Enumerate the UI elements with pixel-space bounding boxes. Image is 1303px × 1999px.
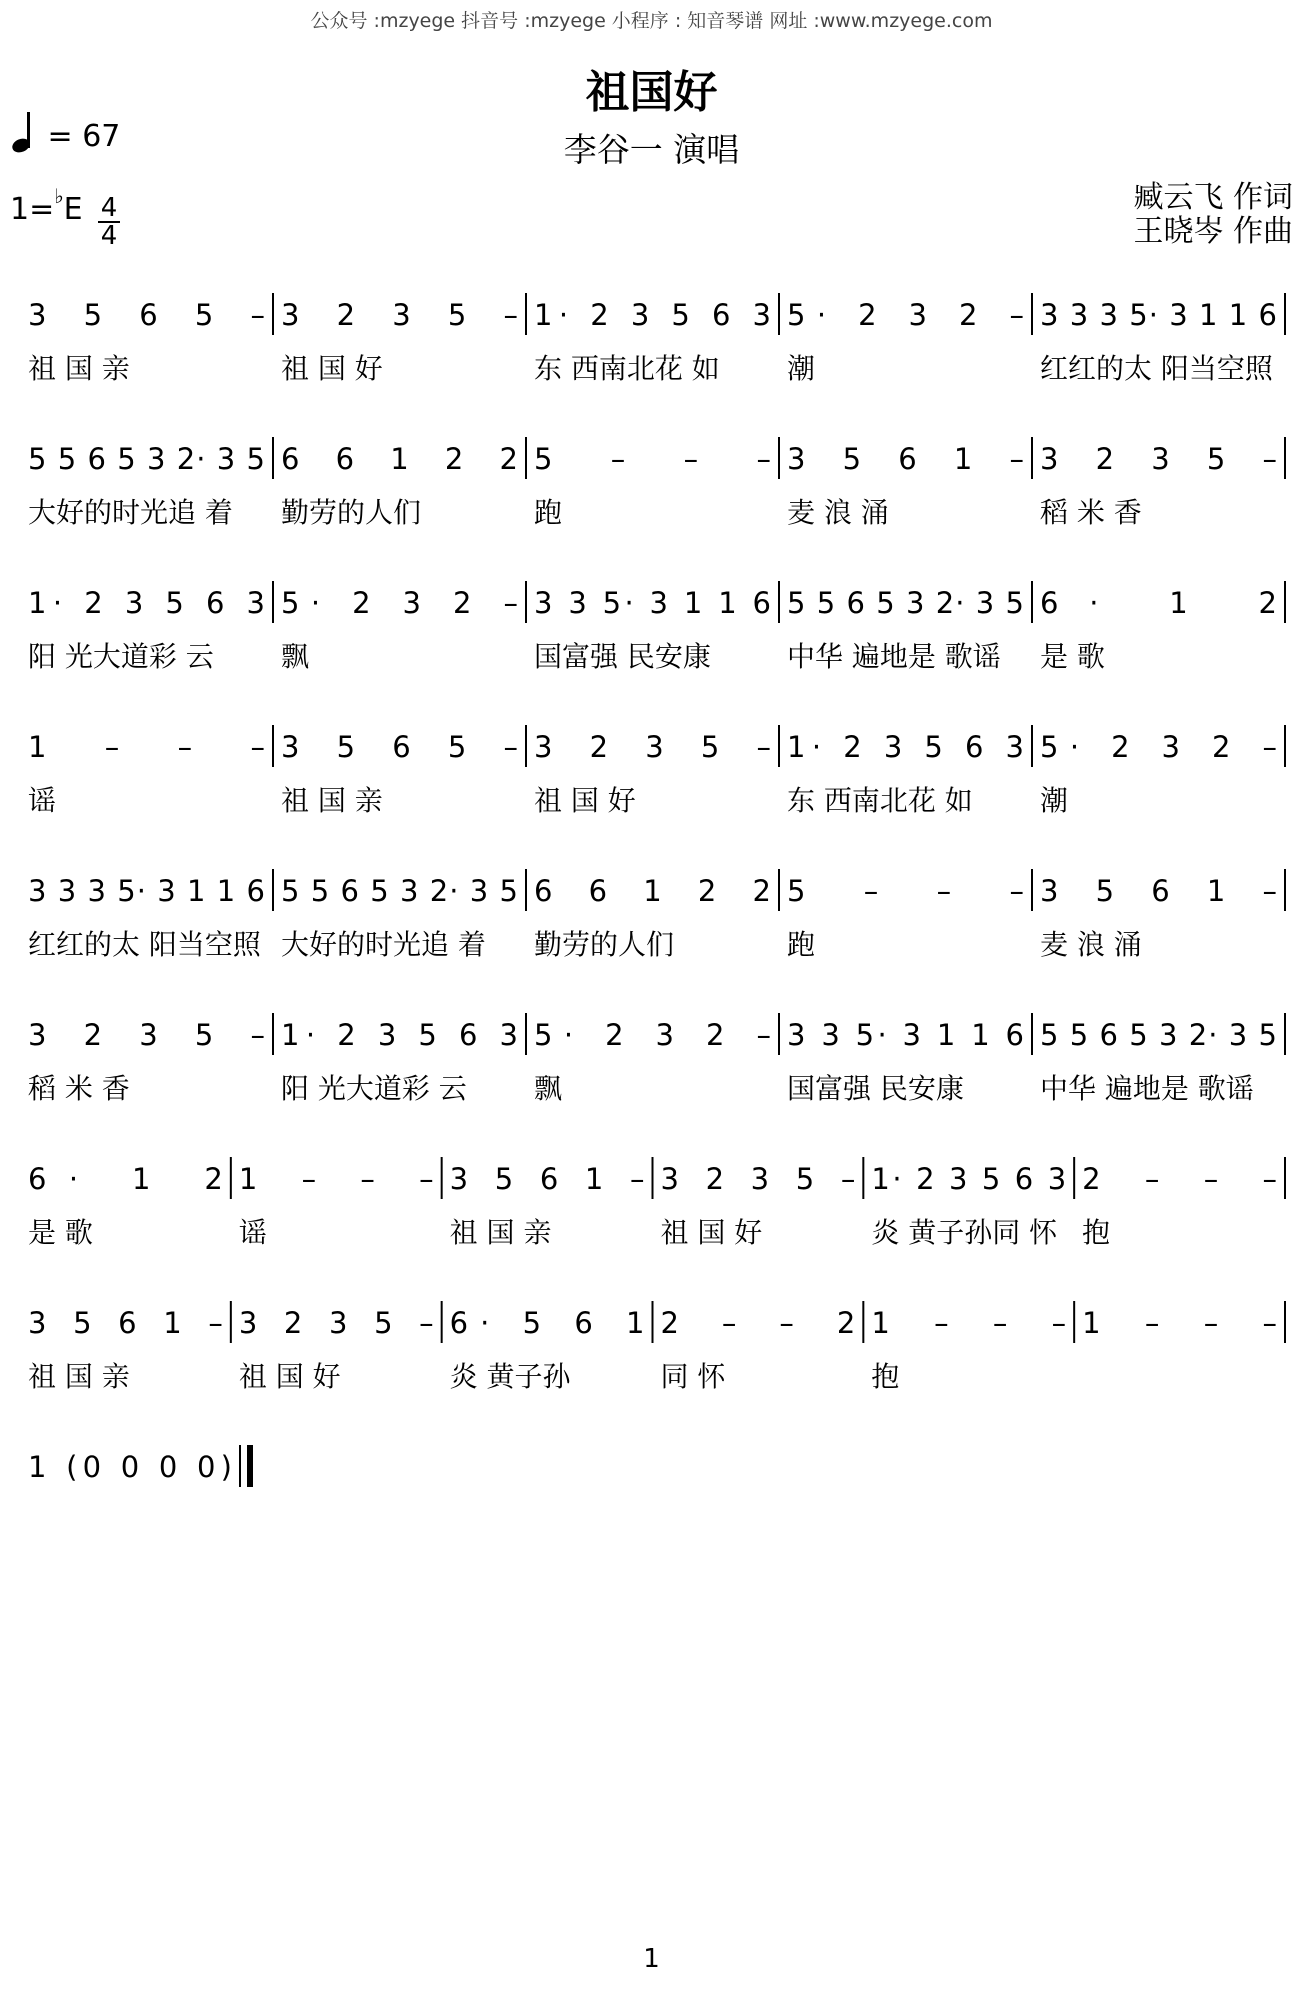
measure-lyrics: 祖 国 好 <box>534 784 636 817</box>
measure-lyrics: 祖 国 好 <box>238 1360 341 1393</box>
measure-lyrics: 稻 米 香 <box>1040 496 1142 529</box>
measure-lyrics: 红红的太 阳当空照 <box>28 928 261 961</box>
measure-lyrics: 抱 <box>1082 1216 1111 1249</box>
measure-notes: 3 5 6 5 – <box>281 730 518 764</box>
measure-notes: 3 5 6 1 – <box>1040 874 1277 908</box>
measure-notes: 3 2 3 5 – <box>238 1306 434 1340</box>
measure-notes: 3 3 5· 3 1 1 6 <box>534 586 771 620</box>
measure-lyrics: 中华 遍地是 歌谣 <box>787 640 1001 673</box>
measure-notes: 1· 2 3 5 6 3 <box>28 586 265 620</box>
lyricist-credit: 臧云飞 作词 <box>1133 180 1293 215</box>
final-barline-thick <box>247 1445 253 1487</box>
measure-notes: 1· 2 3 5 6 3 <box>787 730 1024 764</box>
time-signature-denominator: 4 <box>100 221 118 251</box>
measure-lyrics: 国富强 民安康 <box>787 1072 964 1105</box>
measure-notes: 3 5 6 5 – <box>28 298 265 332</box>
measure-lyrics: 东 西南北花 如 <box>534 352 720 385</box>
key-note: E <box>63 192 83 227</box>
measure-lyrics: 阳 光大道彩 云 <box>28 640 214 673</box>
measure-notes: 2 – – – <box>1082 1162 1277 1196</box>
measure-lyrics: 炎 黄子孙同 怀 <box>871 1216 1058 1249</box>
measure-notes: 3 3 3 5· 3 1 1 6 <box>28 874 265 908</box>
measure-notes: 6 6 1 2 2 <box>534 874 771 908</box>
measure-lyrics: 谣 <box>28 784 57 817</box>
measure-lyrics: 抱 <box>871 1360 900 1393</box>
measure-lyrics: 跑 <box>787 928 816 961</box>
tempo-value: = 67 <box>47 119 121 154</box>
measure-notes: 5 5 6 5 3 2· 3 5 <box>787 586 1024 620</box>
measure-notes: 6· 5 6 1 <box>449 1306 645 1340</box>
measure-lyrics: 稻 米 香 <box>28 1072 130 1105</box>
page-number: 1 <box>643 1944 660 1974</box>
measure-lyrics: 祖 国 亲 <box>28 352 130 385</box>
measure-lyrics: 阳 光大道彩 云 <box>281 1072 467 1105</box>
measure-lyrics: 勤劳的人们 <box>534 928 675 961</box>
measure-lyrics: 祖 国 亲 <box>28 1360 130 1393</box>
measure-lyrics: 飘 <box>534 1072 563 1105</box>
flat-sign: ♭ <box>54 184 64 208</box>
measure-notes: 3 5 6 1 – <box>28 1306 223 1340</box>
measure-notes: 1· 2 3 5 6 3 <box>534 298 771 332</box>
measure-lyrics: 跑 <box>534 496 563 529</box>
measure-notes: 3 2 3 5 – <box>660 1162 856 1196</box>
measure-lyrics: 中华 遍地是 歌谣 <box>1040 1072 1254 1105</box>
measure-notes: 1 – – – <box>28 730 265 764</box>
measure-lyrics: 祖 国 亲 <box>281 784 383 817</box>
singer-credit: 李谷一 演唱 <box>563 130 740 169</box>
measure-notes: 3 5 6 1 – <box>449 1162 645 1196</box>
measure-lyrics: 飘 <box>281 640 310 673</box>
measure-notes: 5· 2 3 2 – <box>1040 730 1277 764</box>
measure-notes: 5 5 6 5 3 2· 3 5 <box>281 874 518 908</box>
measure-lyrics: 麦 浪 涌 <box>787 496 889 529</box>
measure-notes: 6· 1 2 <box>28 1162 223 1196</box>
measure-notes: 5· 2 3 2 – <box>281 586 518 620</box>
measure-lyrics: 红红的太 阳当空照 <box>1040 352 1273 385</box>
measure-lyrics: 勤劳的人们 <box>281 496 422 529</box>
measure-notes: 5· 2 3 2 – <box>534 1018 771 1052</box>
measure-notes: 1 (0 0 0 0) <box>28 1450 232 1484</box>
measure-notes: 2 – – 2 <box>660 1306 856 1340</box>
measure-notes: 6· 1 2 <box>1040 586 1277 620</box>
measure-notes: 1 – – – <box>1082 1306 1277 1340</box>
measure-notes: 5· 2 3 2 – <box>787 298 1024 332</box>
key-prefix: 1= <box>10 192 55 227</box>
measure-notes: 5 5 6 5 3 2· 3 5 <box>28 442 265 476</box>
composer-credit: 王晓岑 作曲 <box>1133 214 1293 249</box>
measure-lyrics: 潮 <box>787 352 816 385</box>
measure-lyrics: 祖 国 好 <box>281 352 383 385</box>
measure-notes: 3 2 3 5 – <box>1040 442 1277 476</box>
measure-lyrics: 祖 国 好 <box>660 1216 763 1249</box>
measure-lyrics: 东 西南北花 如 <box>787 784 973 817</box>
measure-lyrics: 炎 黄子孙 <box>449 1360 571 1393</box>
site-header: 公众号 :mzyege 抖音号 :mzyege 小程序 : 知音琴谱 网址 :www.mzyege.com <box>310 10 993 32</box>
measure-lyrics: 是 歌 <box>28 1216 93 1249</box>
measure-notes: 3 2 3 5 – <box>534 730 771 764</box>
measure-lyrics: 大好的时光追 着 <box>281 928 486 961</box>
measure-notes: 3 2 3 5 – <box>281 298 518 332</box>
measure-notes: 5 – – – <box>787 874 1024 908</box>
measure-notes: 3 5 6 1 – <box>787 442 1024 476</box>
measure-notes: 3 2 3 5 – <box>28 1018 265 1052</box>
time-signature-numerator: 4 <box>100 193 118 223</box>
measure-lyrics: 是 歌 <box>1040 640 1105 673</box>
measure-notes: 5 5 6 5 3 2· 3 5 <box>1040 1018 1277 1052</box>
measure-notes: 1 – – – <box>238 1162 434 1196</box>
measure-lyrics: 大好的时光追 着 <box>28 496 233 529</box>
measure-notes: 1 – – – <box>871 1306 1067 1340</box>
measure-notes: 1· 2 3 5 6 3 <box>281 1018 518 1052</box>
measure-notes: 1· 2 3 5 6 3 <box>871 1162 1067 1196</box>
measure-lyrics: 国富强 民安康 <box>534 640 711 673</box>
measure-lyrics: 祖 国 亲 <box>449 1216 552 1249</box>
measure-notes: 6 6 1 2 2 <box>281 442 518 476</box>
song-title: 祖国好 <box>585 67 718 118</box>
measure-lyrics: 同 怀 <box>660 1360 726 1393</box>
measure-lyrics: 潮 <box>1040 784 1069 817</box>
measure-lyrics: 麦 浪 涌 <box>1040 928 1142 961</box>
measure-lyrics: 谣 <box>238 1216 267 1249</box>
measure-notes: 5 – – – <box>534 442 771 476</box>
measure-notes: 3 3 5· 3 1 1 6 <box>787 1018 1024 1052</box>
measure-notes: 3 3 3 5· 3 1 1 6 <box>1040 298 1277 332</box>
